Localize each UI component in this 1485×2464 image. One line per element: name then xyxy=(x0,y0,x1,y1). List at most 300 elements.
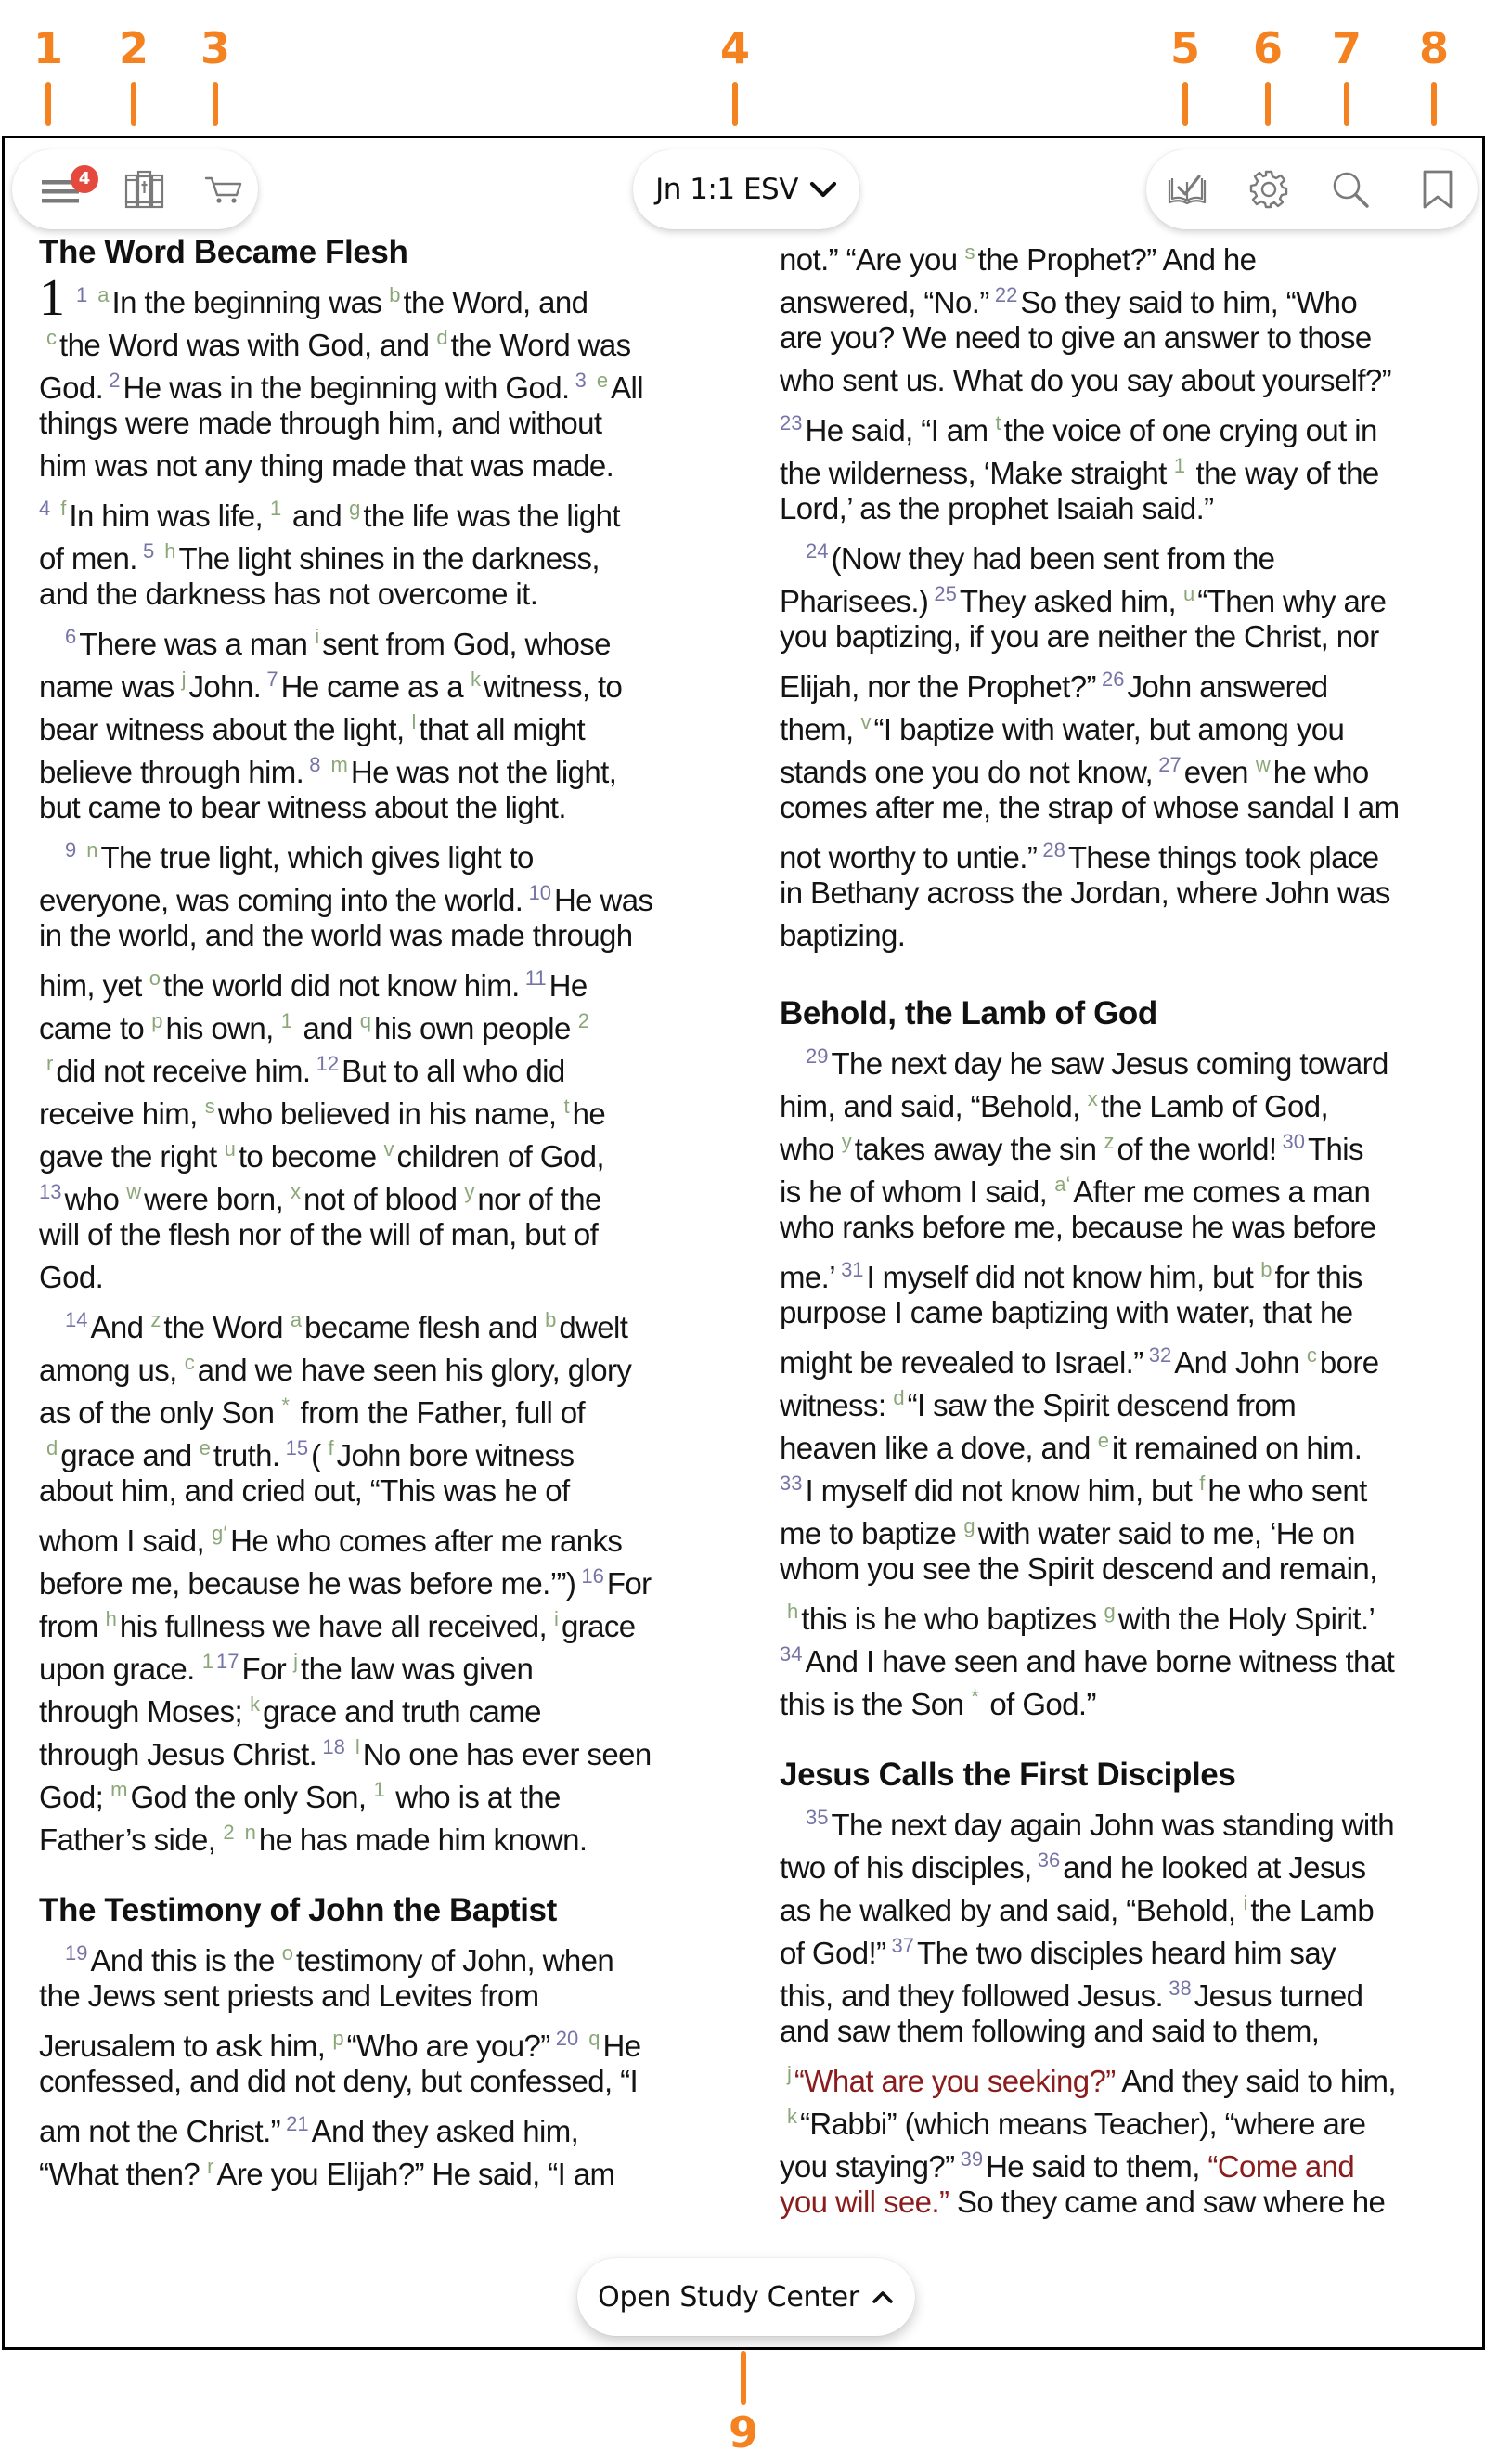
verse-text: heaven like a dove, and xyxy=(780,1431,1091,1465)
verse-text: are you? We need to give an answer to those xyxy=(780,320,1372,355)
verse-text: of men. xyxy=(39,541,137,576)
verse-number[interactable]: 34 xyxy=(780,1642,803,1666)
bookmark-button[interactable] xyxy=(1410,162,1466,217)
verse-text: everyone, was coming into the world. xyxy=(39,883,523,917)
verse-text: did not receive him. xyxy=(56,1054,311,1088)
cross-reference-marker[interactable]: 1 xyxy=(1173,454,1185,477)
callout-number: 1 xyxy=(32,23,63,73)
gear-icon xyxy=(1248,169,1289,210)
cross-reference-marker[interactable]: d xyxy=(436,326,448,349)
bible-reader-screen xyxy=(2,136,1485,2350)
verse-text: the law was given xyxy=(301,1652,534,1686)
cross-reference-marker[interactable]: u xyxy=(1183,582,1195,605)
text-line xyxy=(39,914,726,957)
text-line xyxy=(780,1420,1466,1465)
verse-text: I myself did not know him, but xyxy=(866,1260,1254,1294)
verse-text: the voice of one crying out in xyxy=(1003,413,1377,447)
callout-number: 9 xyxy=(728,2407,758,2458)
cross-reference-marker[interactable]: n xyxy=(86,838,98,862)
cross-reference-marker[interactable]: c xyxy=(184,1351,195,1374)
text-line xyxy=(780,1505,1466,1548)
bookmark-icon xyxy=(1419,168,1456,211)
callout-1 xyxy=(30,23,67,126)
verse-text: his own, xyxy=(165,1011,274,1045)
section-heading: The Word Became Flesh xyxy=(39,234,408,270)
cross-reference-marker[interactable]: e xyxy=(199,1436,211,1459)
verse-text: with water said to me, ‘He on xyxy=(977,1516,1355,1550)
verse-number[interactable]: 32 xyxy=(1143,1343,1172,1367)
cross-reference-marker[interactable]: c xyxy=(46,326,57,349)
text-line xyxy=(39,1427,726,1470)
text-line xyxy=(780,1206,1466,1249)
text-line xyxy=(780,2138,1466,2184)
text-line xyxy=(780,1121,1466,1166)
verse-text: this is he who baptizes xyxy=(801,1602,1097,1636)
cross-reference-marker[interactable]: j xyxy=(787,2062,792,2085)
text-line xyxy=(780,829,1466,875)
section-heading: Jesus Calls the First Disciples xyxy=(780,1757,1236,1793)
verse-number[interactable]: 21 xyxy=(280,2112,309,2135)
verse-text: him was not any thing made that was made. xyxy=(39,448,614,483)
verse-number[interactable]: 36 xyxy=(1031,1848,1061,1872)
verse-text: of God.” xyxy=(981,1687,1096,1721)
settings-button[interactable] xyxy=(1241,162,1297,217)
callout-number: 2 xyxy=(118,23,148,73)
verse-number[interactable]: 13 xyxy=(39,1180,62,1203)
verse-number[interactable]: 24 xyxy=(806,539,829,563)
verse-text: he who sent xyxy=(1207,1473,1367,1508)
verse-text: This xyxy=(1308,1132,1363,1166)
text-line xyxy=(780,274,1466,317)
verse-number[interactable]: 22 xyxy=(988,283,1018,306)
verse-text: comes after me, the strap of whose sandal I am xyxy=(780,790,1400,824)
verse-text: from the Father, full of xyxy=(291,1395,586,1430)
library-button[interactable] xyxy=(117,162,173,217)
verse-text: After me comes a man xyxy=(1073,1174,1371,1209)
cross-reference-marker[interactable]: f xyxy=(60,497,67,520)
verse-text: Jerusalem to ask him, xyxy=(39,2029,326,2063)
verse-number[interactable]: 31 xyxy=(834,1258,864,1281)
cross-reference-marker[interactable]: w xyxy=(1255,753,1271,776)
cross-reference-marker[interactable]: k xyxy=(250,1692,261,1716)
cross-reference-marker[interactable]: q xyxy=(588,2027,600,2050)
cross-reference-marker[interactable]: a‘ xyxy=(1054,1173,1071,1196)
cross-reference-marker[interactable]: 2 xyxy=(223,1821,235,1844)
cross-reference-marker[interactable]: 1 xyxy=(270,497,282,520)
section-spacer xyxy=(780,957,1466,992)
verse-number[interactable]: 4 xyxy=(39,497,51,520)
verse-text: him, yet xyxy=(39,968,142,1003)
text-line xyxy=(39,573,726,616)
cross-reference-marker[interactable]: j xyxy=(293,1650,299,1673)
text-line xyxy=(780,1377,1466,1420)
text-line xyxy=(39,1470,726,1512)
cross-reference-marker[interactable]: u xyxy=(224,1137,236,1161)
text-line xyxy=(780,530,1466,576)
cross-reference-marker[interactable]: s xyxy=(204,1095,215,1118)
cross-reference-marker[interactable]: f xyxy=(1199,1472,1206,1495)
cross-reference-marker[interactable]: o xyxy=(148,966,161,990)
cross-reference-marker[interactable]: h xyxy=(787,1600,799,1623)
verse-text: dwelt xyxy=(559,1310,628,1344)
verse-text: grace and xyxy=(60,1438,192,1472)
cross-reference-marker[interactable]: h xyxy=(164,539,176,563)
verse-text: and he looked at Jesus xyxy=(1063,1850,1366,1885)
verse-number[interactable]: 3 xyxy=(569,369,587,392)
cross-reference-marker[interactable]: 2 xyxy=(577,1009,590,1032)
cross-reference-marker[interactable]: k xyxy=(787,2105,797,2128)
verse-text: to become xyxy=(238,1139,377,1174)
cross-reference-marker[interactable]: i xyxy=(1243,1891,1248,1914)
text-line xyxy=(39,2060,726,2103)
verse-text: who is at the xyxy=(387,1780,561,1814)
verse-text: And xyxy=(90,1310,144,1344)
cross-reference-marker[interactable]: p xyxy=(332,2027,344,2050)
verse-text: bore xyxy=(1319,1345,1379,1380)
verse-text: Are you Elijah?” He said, “I am xyxy=(216,2157,615,2191)
text-line xyxy=(780,1078,1466,1121)
verse-number[interactable]: 2 xyxy=(103,369,121,392)
verse-text: before me, because he was before me.’”) xyxy=(39,1566,576,1601)
verse-text: two of his disciples, xyxy=(780,1850,1032,1885)
cross-reference-marker[interactable]: z xyxy=(1104,1130,1115,1153)
verse-text: And they asked him, xyxy=(311,2114,579,2148)
text-line xyxy=(780,1633,1466,1679)
callout-7 xyxy=(1328,23,1365,126)
verse-number[interactable]: 18 xyxy=(316,1735,345,1758)
store-button[interactable] xyxy=(196,162,252,217)
verse-text: the wilderness, ‘Make straight xyxy=(780,456,1167,490)
text-line xyxy=(780,402,1466,445)
callout-number: 4 xyxy=(719,23,750,73)
cross-reference-marker[interactable]: k xyxy=(471,668,481,691)
verse-number[interactable]: 11 xyxy=(519,966,547,990)
verse-number[interactable]: 28 xyxy=(1037,838,1065,862)
verse-text: testimony of John, when xyxy=(296,1943,614,1978)
verse-text: The next day he saw Jesus coming toward xyxy=(831,1046,1388,1081)
verse-text: with the Holy Spirit.’ xyxy=(1117,1602,1375,1636)
cross-reference-marker[interactable]: g‘ xyxy=(212,1522,228,1545)
open-study-center-button[interactable] xyxy=(577,2258,915,2336)
verse-number[interactable]: 27 xyxy=(1153,753,1182,776)
verse-number[interactable]: 16 xyxy=(575,1564,604,1588)
cross-reference-marker[interactable]: p xyxy=(151,1009,163,1032)
text-line xyxy=(39,1598,726,1641)
callout-8 xyxy=(1415,23,1453,126)
verse-text: Pharisees.) xyxy=(780,584,929,618)
verse-number[interactable]: 19 xyxy=(65,1941,88,1965)
verse-text: that all might xyxy=(419,712,586,746)
verse-text: answered, “No.” xyxy=(780,285,989,319)
cross-reference-marker[interactable]: o xyxy=(281,1941,294,1965)
verse-text: in the world, and the world was made through xyxy=(39,918,633,953)
cross-reference-marker[interactable]: t xyxy=(563,1095,570,1118)
cross-reference-marker[interactable]: a xyxy=(290,1308,303,1331)
cross-reference-marker[interactable]: 1 xyxy=(373,1778,385,1801)
verse-text: who xyxy=(780,1132,834,1166)
cross-reference-marker[interactable]: y xyxy=(841,1130,852,1153)
text-line xyxy=(780,1334,1466,1380)
verse-text: He said to them, xyxy=(986,2149,1208,2184)
verse-text: God the only Son, xyxy=(130,1780,367,1814)
verse-number[interactable]: 38 xyxy=(1163,1977,1192,2000)
text-line xyxy=(39,829,726,875)
verse-text: who believed in his name, xyxy=(217,1096,557,1131)
verse-number[interactable]: 15 xyxy=(279,1436,309,1459)
cross-reference-marker[interactable]: v xyxy=(383,1137,394,1161)
verse-text: is he of whom I said, xyxy=(780,1174,1048,1209)
cross-reference-marker[interactable]: e xyxy=(1097,1429,1110,1452)
cross-reference-marker[interactable]: c xyxy=(1306,1343,1317,1367)
verse-text: who xyxy=(64,1182,120,1216)
text-line xyxy=(39,2146,726,2191)
study-center-label: Open Study Center xyxy=(598,2280,859,2314)
verse-text: I myself did not know him, but xyxy=(805,1473,1193,1508)
text-line xyxy=(39,1726,726,1769)
text-line xyxy=(39,616,726,661)
text-line xyxy=(780,2053,1466,2098)
verse-text: not.” “Are you xyxy=(780,242,958,277)
cross-reference-marker[interactable]: d xyxy=(893,1386,905,1409)
verse-number[interactable]: 12 xyxy=(310,1052,340,1075)
verse-text: things were made through him, and without xyxy=(39,406,602,440)
callout-number: 7 xyxy=(1331,23,1362,73)
verse-number[interactable]: 37 xyxy=(885,1934,915,1957)
verse-text: among us, xyxy=(39,1353,177,1387)
text-line xyxy=(780,872,1466,914)
text-line xyxy=(39,1683,726,1729)
verse-number[interactable]: 39 xyxy=(954,2147,984,2171)
cross-reference-marker[interactable]: l xyxy=(355,1735,360,1758)
text-line xyxy=(39,1769,726,1814)
verse-text: upon grace. xyxy=(39,1652,195,1686)
verse-number[interactable]: 20 xyxy=(549,2027,579,2050)
text-line xyxy=(39,786,726,829)
verse-number[interactable]: 23 xyxy=(780,411,803,434)
cross-reference-marker[interactable]: s xyxy=(964,240,975,264)
cross-reference-marker[interactable]: g xyxy=(349,497,361,520)
cross-reference-marker[interactable]: * xyxy=(971,1685,979,1708)
text-line xyxy=(780,2181,1466,2224)
verse-text: John. xyxy=(188,669,262,704)
chevron-down-icon xyxy=(809,179,837,200)
text-line xyxy=(780,317,1466,359)
cross-reference-marker[interactable]: z xyxy=(150,1308,161,1331)
text-line xyxy=(39,487,726,533)
callout-6 xyxy=(1249,23,1286,126)
verse-text: They asked him, xyxy=(959,584,1177,618)
text-line xyxy=(39,1342,726,1387)
verse-text: “What then? xyxy=(39,2157,200,2191)
verse-text: whom I said, xyxy=(39,1524,205,1558)
callout-number: 5 xyxy=(1169,23,1200,73)
verse-text: who ranks before me, because he was before xyxy=(780,1210,1376,1244)
verse-text: The next day again John was standing with xyxy=(831,1808,1394,1842)
cross-reference-marker[interactable]: r xyxy=(207,2155,214,2178)
cross-reference-marker[interactable]: n xyxy=(244,1821,256,1844)
cross-reference-marker[interactable]: e xyxy=(596,369,609,392)
verse-text: The light shines in the darkness, xyxy=(178,541,600,576)
cross-reference-marker[interactable]: l xyxy=(411,710,417,733)
menu-button[interactable] xyxy=(32,162,91,217)
verse-text: In him was life, xyxy=(69,499,264,533)
open-book-check-icon xyxy=(1166,169,1208,210)
text-line xyxy=(780,2095,1466,2141)
text-line xyxy=(39,1811,726,1857)
cross-reference-marker[interactable]: v xyxy=(860,710,872,733)
verse-text: the way of the xyxy=(1187,456,1379,490)
cross-reference-marker[interactable]: a xyxy=(97,283,110,306)
cross-reference-marker[interactable]: m xyxy=(330,753,348,776)
cross-reference-marker[interactable]: * xyxy=(281,1394,290,1417)
cross-reference-marker[interactable]: y xyxy=(464,1180,475,1203)
verse-text: for this xyxy=(1274,1260,1362,1294)
cross-reference-marker[interactable]: m xyxy=(110,1778,128,1801)
verse-text: this, and they followed Jesus. xyxy=(780,1978,1164,2013)
verse-text: God; xyxy=(39,1780,104,1814)
text-line xyxy=(780,1882,1466,1925)
verse-text: He said, “I am xyxy=(805,413,988,447)
cross-reference-marker[interactable]: b xyxy=(389,283,401,306)
callout-tick xyxy=(1265,82,1271,126)
verse-text: In the beginning was xyxy=(111,285,382,319)
verse-text: For xyxy=(241,1652,287,1686)
verse-text: ( xyxy=(311,1438,321,1472)
verse-text: “I baptize with water, but among you xyxy=(873,712,1345,746)
verse-text: even xyxy=(1183,755,1248,789)
verse-number[interactable]: 7 xyxy=(261,668,278,691)
verse-text: became flesh and xyxy=(304,1310,538,1344)
cross-reference-marker[interactable]: b xyxy=(1260,1258,1272,1281)
verse-text: “Rabbi” (which means Teacher), “where are xyxy=(800,2107,1366,2141)
verse-number[interactable]: 8 xyxy=(303,753,321,776)
verse-text: Jesus turned xyxy=(1194,1978,1363,2013)
text-line xyxy=(780,1925,1466,1970)
cross-reference-marker[interactable]: b xyxy=(545,1308,557,1331)
verse-text: he who xyxy=(1272,755,1369,789)
text-line xyxy=(39,1213,726,1256)
verse-number[interactable]: 29 xyxy=(806,1044,829,1068)
cross-reference-marker[interactable]: j xyxy=(181,668,187,691)
callout-tick xyxy=(213,82,218,126)
text-line xyxy=(780,1590,1466,1636)
verse-text: truth. xyxy=(213,1438,280,1472)
verse-text: not worthy to untie.” xyxy=(780,840,1038,875)
shopping-cart-icon xyxy=(203,169,244,210)
verse-number[interactable]: 6 xyxy=(65,625,77,648)
text-line xyxy=(39,1256,726,1299)
verse-number[interactable]: 10 xyxy=(523,881,551,904)
text-column-left xyxy=(39,217,726,2191)
text-line xyxy=(780,445,1466,490)
verse-text: the Prophet?” And he xyxy=(977,242,1257,277)
cross-reference-marker[interactable]: x xyxy=(291,1180,302,1203)
verse-number[interactable]: 33 xyxy=(780,1472,803,1495)
verse-text: the Jews sent priests and Levites from xyxy=(39,1978,539,2013)
words-of-christ: “What are you seeking?” xyxy=(794,2064,1116,2098)
text-line xyxy=(780,1676,1466,1721)
cross-reference-marker[interactable]: r xyxy=(46,1052,54,1075)
callout-tick xyxy=(1344,82,1349,126)
verse-number[interactable]: 35 xyxy=(806,1806,829,1829)
verse-text: He xyxy=(549,968,588,1003)
cross-reference-marker[interactable]: g xyxy=(963,1514,975,1537)
cross-reference-marker[interactable]: 1 xyxy=(280,1009,292,1032)
text-line xyxy=(780,1839,1466,1885)
section-heading: The Testimony of John the Baptist xyxy=(39,1892,557,1928)
verse-text: children of God, xyxy=(396,1139,604,1174)
verse-text: He was not the light, xyxy=(350,755,617,789)
verse-text: (Now they had been sent from the xyxy=(831,541,1275,576)
text-line xyxy=(780,1249,1466,1294)
verse-text: And they said to him, xyxy=(1115,2064,1396,2098)
cross-reference-marker[interactable]: g xyxy=(1104,1600,1116,1623)
text-line xyxy=(39,1975,726,2017)
cross-reference-marker[interactable]: x xyxy=(1087,1087,1098,1110)
text-line xyxy=(39,1641,726,1686)
verse-text: the Lamb xyxy=(1250,1893,1375,1927)
verse-number[interactable]: 17 xyxy=(215,1650,239,1673)
callout-tick xyxy=(741,2351,746,2405)
text-line xyxy=(39,658,726,704)
text-line xyxy=(39,1171,726,1216)
cross-reference-marker[interactable]: w xyxy=(126,1180,142,1203)
text-line xyxy=(39,1299,726,1342)
verse-number[interactable]: 25 xyxy=(928,582,957,605)
verse-text: And I have seen and have borne witness that xyxy=(805,1644,1395,1679)
cross-reference-marker[interactable]: h xyxy=(105,1607,117,1630)
cross-reference-marker[interactable]: q xyxy=(359,1009,372,1032)
text-line xyxy=(39,2103,726,2146)
text-line xyxy=(39,359,726,405)
verse-number[interactable]: 26 xyxy=(1095,668,1125,691)
verse-number[interactable]: 1 xyxy=(76,283,88,306)
library-books-icon xyxy=(123,168,166,211)
cross-reference-marker[interactable]: 1 xyxy=(201,1650,213,1673)
verse-text: him, and said, “Behold, xyxy=(780,1089,1080,1123)
cross-reference-marker[interactable]: d xyxy=(46,1436,58,1459)
cross-reference-marker[interactable]: i xyxy=(554,1607,559,1630)
chevron-up-icon xyxy=(871,2289,895,2305)
verse-text: bear witness about the light, xyxy=(39,712,405,746)
text-line xyxy=(780,359,1466,402)
verse-number[interactable]: 14 xyxy=(65,1308,88,1331)
text-line xyxy=(39,269,726,327)
verse-text: through Moses; xyxy=(39,1694,243,1729)
verse-text: baptizing. xyxy=(780,918,906,953)
text-line xyxy=(780,1967,1466,2013)
verse-text: These things took place xyxy=(1067,840,1379,875)
callout-tick xyxy=(1182,82,1188,126)
verse-text: believe through him. xyxy=(39,755,304,789)
verse-text: gave the right xyxy=(39,1139,217,1174)
verse-text: not of blood xyxy=(303,1182,458,1216)
verse-text: you staying?” xyxy=(780,2149,955,2184)
cross-reference-marker[interactable]: t xyxy=(995,411,1001,434)
verse-number[interactable]: 30 xyxy=(1276,1130,1305,1153)
text-line xyxy=(780,1163,1466,1209)
cross-reference-marker[interactable]: i xyxy=(315,625,320,648)
verse-number[interactable]: 5 xyxy=(136,539,155,563)
search-button[interactable] xyxy=(1323,162,1378,217)
verse-text: who sent us. What do you say about yourself?” xyxy=(780,363,1392,397)
reading-plan-button[interactable] xyxy=(1159,162,1215,217)
verse-number[interactable]: 9 xyxy=(65,838,77,862)
cross-reference-marker[interactable]: f xyxy=(328,1436,334,1459)
verse-text: through Jesus Christ. xyxy=(39,1737,317,1771)
verse-text: he has made him known. xyxy=(258,1822,588,1857)
verse-text: Elijah, nor the Prophet?” xyxy=(780,669,1096,704)
